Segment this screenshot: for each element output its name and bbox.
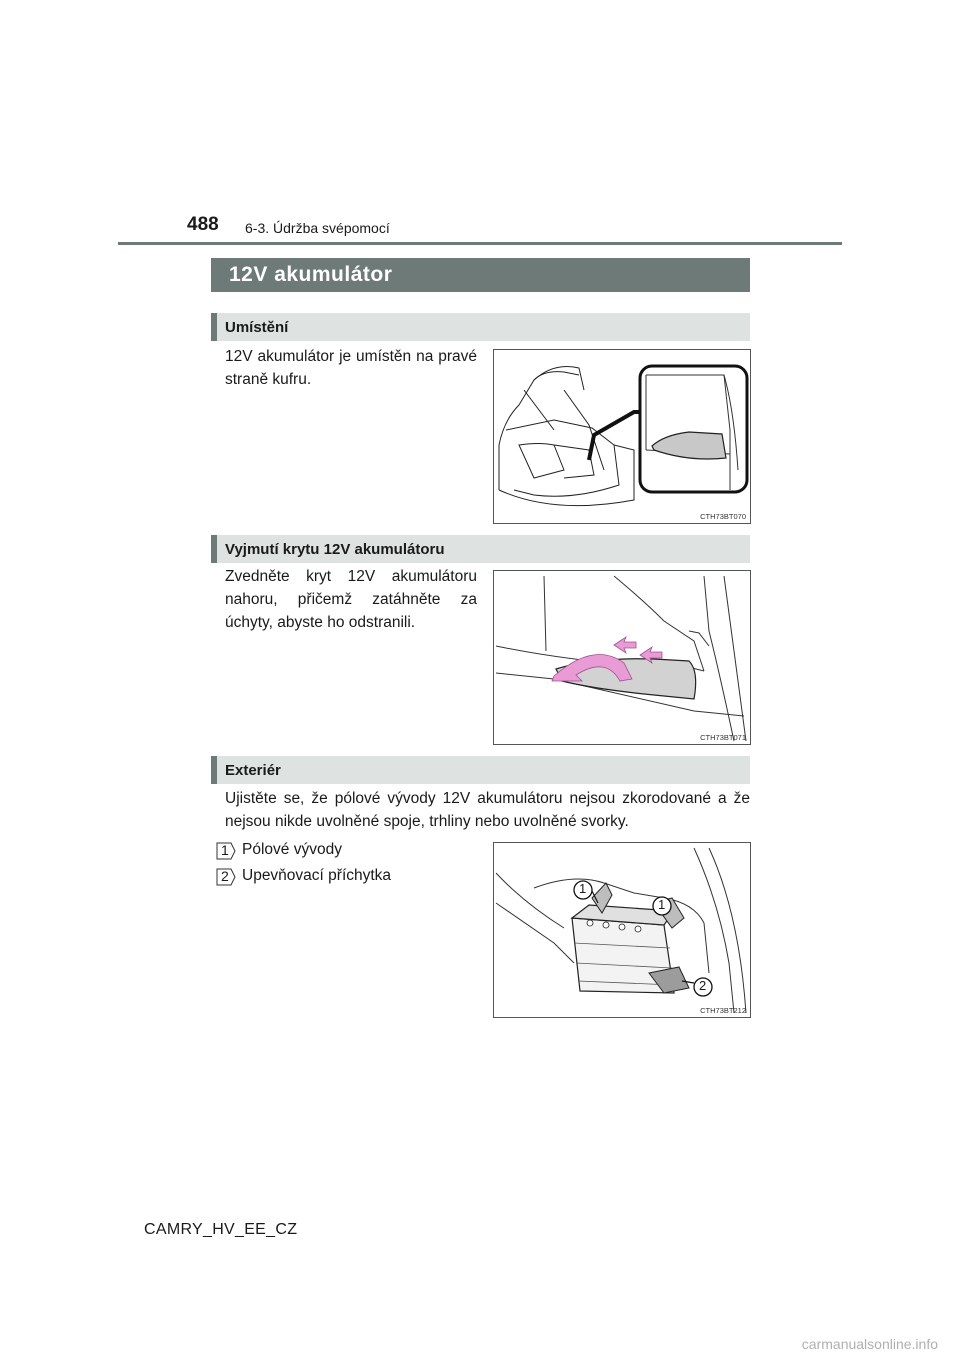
page-number: 488 bbox=[187, 214, 219, 235]
callout-number: 1 bbox=[658, 897, 666, 912]
trunk-illustration bbox=[494, 350, 750, 523]
watermark[interactable]: carmanualsonline.info bbox=[801, 1336, 938, 1352]
exterior-text: Ujistěte se, že pólové vývody 12V akumulátoru nejsou zkorodované a že nejsou nikde uvolněné spoje, trhliny nebo uvolněné svorky. bbox=[225, 790, 750, 830]
section-heading-location bbox=[211, 313, 750, 341]
callout-number: 1 bbox=[579, 881, 587, 896]
section-reference: 6-3. Údržba svépomocí bbox=[245, 220, 390, 236]
list-number: 2 bbox=[221, 868, 229, 884]
main-title-bar bbox=[211, 258, 750, 292]
battery-illustration bbox=[494, 843, 750, 1017]
heading-label: Vyjmutí krytu 12V akumulátoru bbox=[225, 541, 445, 558]
heading-marker bbox=[211, 756, 217, 784]
list-number: 1 bbox=[221, 842, 229, 858]
location-text: 12V akumulátor je umístěn na pravé straně kufru. bbox=[225, 348, 477, 388]
callout-number: 2 bbox=[699, 978, 707, 993]
list-label: Pólové vývody bbox=[242, 841, 342, 858]
section-heading-exterior bbox=[211, 756, 750, 784]
footer-model-code: CAMRY_HV_EE_CZ bbox=[144, 1221, 298, 1238]
trunk-location-figure bbox=[493, 349, 751, 524]
cover-removal-text: Zvedněte kryt 12V akumulátoru nahoru, přičemž zatáhněte za úchyty, abyste ho odstranili. bbox=[225, 568, 477, 631]
page-title: 12V akumulátor bbox=[229, 263, 393, 286]
cover-removal-figure bbox=[493, 570, 751, 745]
figure-code: CTH73BT071 bbox=[700, 733, 746, 742]
list-label: Upevňovací příchytka bbox=[242, 867, 392, 884]
section-heading-cover-removal bbox=[211, 535, 750, 563]
header-rule bbox=[118, 242, 842, 245]
heading-label: Exteriér bbox=[225, 762, 281, 779]
figure-code: CTH73BT212 bbox=[700, 1006, 746, 1015]
battery-exterior-figure bbox=[493, 842, 751, 1018]
heading-label: Umístění bbox=[225, 319, 289, 336]
cover-illustration bbox=[494, 571, 750, 744]
heading-marker bbox=[211, 535, 217, 563]
figure-code: CTH73BT070 bbox=[700, 512, 746, 521]
heading-marker bbox=[211, 313, 217, 341]
